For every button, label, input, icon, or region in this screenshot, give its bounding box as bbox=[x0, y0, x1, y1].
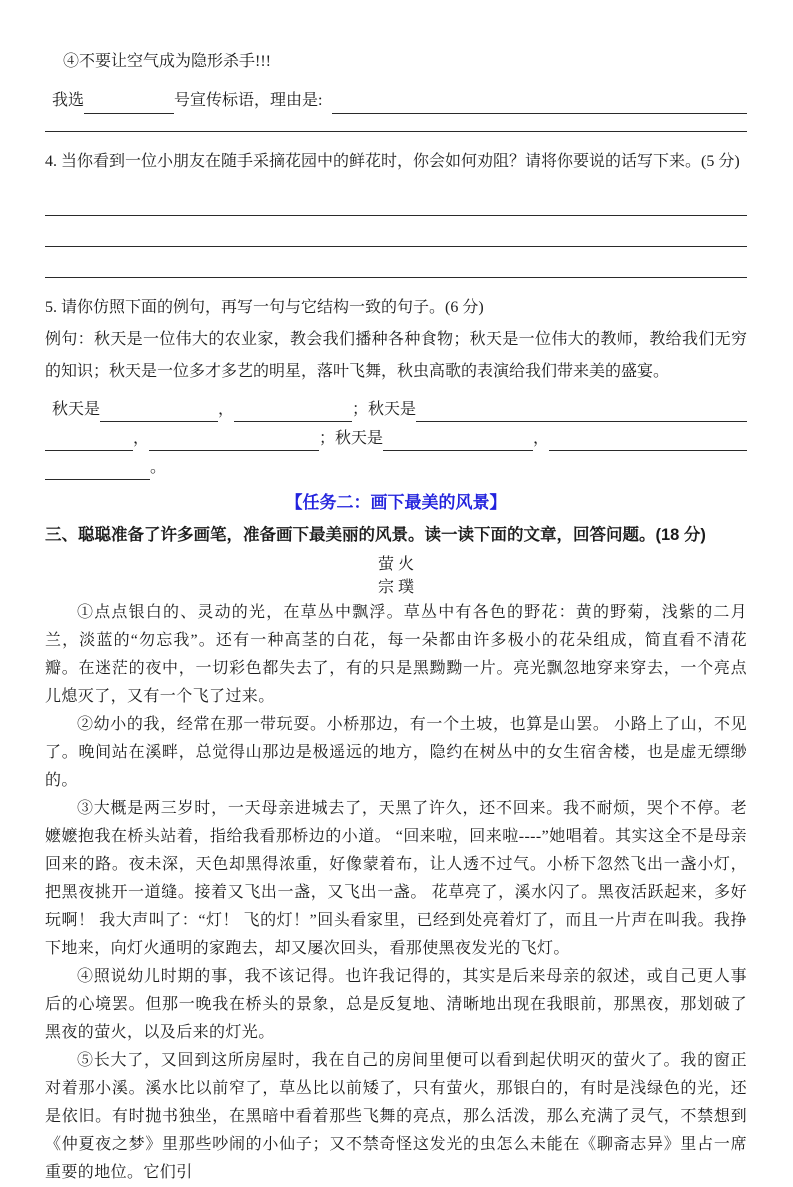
answer-blank[interactable] bbox=[383, 426, 533, 451]
answer-blank[interactable] bbox=[416, 397, 747, 422]
period-label: 。 bbox=[150, 459, 167, 476]
comma-separator: ， bbox=[533, 430, 550, 447]
article-paragraph-5: ⑤长大了，又回到这所房屋时，我在自己的房间里便可以看到起伏明灭的萤火了。我的窗正对着那小溪。溪水比以前窄了，草丛比以前矮了，只有萤火，那银白的，有时是浅绿色的光，还是依旧。有时抛书独坐，在黑暗中看着那些飞舞的亮点，那么活泼，那么充满了灵气，不禁想到《仲夏夜之梦》里那些吵闹的小仙子；又不禁奇怪这发光的虫怎么未能在《聊斋志异》里占一席重要的地位。它们引 bbox=[45, 1052, 747, 1181]
question-5-example: 例句：秋天是一位伟大的农业家，教会我们播种各种食物；秋天是一位伟大的教师，教给我们无穷的知识；秋天是一位多才多艺的明星，落叶飞舞，秋虫高歌的表演给我们带来美的盛宴。 bbox=[45, 331, 747, 380]
answer-line[interactable] bbox=[45, 247, 747, 278]
article-paragraph-3: ③大概是两三岁时，一天母亲进城去了，天黑了许久，还不回来。我不耐烦，哭个不停。老嬷嬷抱我在桥头站着，指给我看那桥边的小道。 “回来啦，回来啦----”她唱着。其实这全不是母亲回来的路。夜未深，天色却黑得浓重，好像蒙着布，让人透不过气。小桥下忽然飞出一盏小灯，把黑夜挑开一道缝。接着又飞出一盏，又飞出一盏。 花草亮了，溪水闪了。黑夜活跃起来，多好玩啊！ 我大声叫了：“灯！ 飞的灯！”回头看家里，已经到处亮着灯了，而且一片声在叫我。我挣下地来，向灯火通明的家跑去，却又屡次回头，看那使黑夜发光的飞灯。 bbox=[45, 800, 747, 957]
semicolon-autumn-label: ；秋天是 bbox=[319, 430, 384, 447]
question-5: 5. 请你仿照下面的例句，再写一句与它结构一致的句子。(6 分) bbox=[45, 299, 484, 316]
reading-article bbox=[45, 553, 747, 1187]
answer-blank[interactable] bbox=[149, 426, 319, 451]
answer-blank[interactable] bbox=[45, 426, 133, 451]
choose-prefix-label: 我选 bbox=[52, 92, 85, 109]
task-2-header: 【任务二：画下最美的风景】 bbox=[285, 493, 507, 512]
answer-line[interactable] bbox=[45, 114, 747, 132]
comma-separator: ， bbox=[133, 430, 150, 447]
answer-blank[interactable] bbox=[549, 426, 747, 451]
q5-answer-line-1 bbox=[45, 394, 747, 422]
article-paragraph-2: ②幼小的我，经常在那一带玩耍。小桥那边，有一个土坡，也算是山罢。 小路上了山，不见了。晚间站在溪畔，总觉得山那边是极遥远的地方，隐约在树丛中的女生宿舍楼，也是虚无缥缈的。 bbox=[45, 716, 747, 789]
slogan-number-blank[interactable] bbox=[84, 89, 174, 114]
article-paragraph-4: ④照说幼儿时期的事，我不该记得。也许我记得的，其实是后来母亲的叙述，或自己更人事后的心境罢。但那一晚我在桥头的景象，总是反复地、清晰地出现在我眼前，那黑夜，那划破了黑夜的萤火，以及后来的灯光。 bbox=[45, 968, 747, 1041]
article-paragraph-1: ①点点银白的、灵动的光，在草丛中飘浮。草丛中有各色的野花：黄的野菊，浅紫的二月兰，淡蓝的“勿忘我”。还有一种高茎的白花，每一朵都由许多极小的花朵组成，简直看不清花瓣。在迷茫的夜中，一切彩色都失去了，有的只是黑黝黝一片。亮光飘忽地穿来穿去，一个亮点儿熄灭了，又有一个飞了过来。 bbox=[45, 604, 747, 705]
section-3-instruction: 三、聪聪准备了许多画笔，准备画下最美丽的风景。读一读下面的文章，回答问题。(18 分) bbox=[45, 526, 706, 544]
answer-line[interactable] bbox=[45, 203, 747, 216]
autumn-is-label: 秋天是 bbox=[52, 401, 101, 418]
answer-blank[interactable] bbox=[100, 397, 218, 422]
semicolon-autumn-label: ；秋天是 bbox=[352, 401, 417, 418]
q5-answer-line-2 bbox=[45, 423, 747, 451]
answer-line[interactable] bbox=[45, 216, 747, 247]
q5-answer-line-3 bbox=[45, 452, 747, 480]
comma-separator: ， bbox=[218, 401, 235, 418]
answer-blank[interactable] bbox=[234, 397, 352, 422]
article-title: 萤 火 bbox=[377, 556, 414, 573]
answer-blank[interactable] bbox=[45, 455, 150, 480]
choose-middle-label: 号宣传标语，理由是: bbox=[174, 92, 323, 109]
slogan-choice-line bbox=[45, 82, 747, 114]
reason-blank[interactable] bbox=[332, 89, 747, 114]
question-4: 4. 当你看到一位小朋友在随手采摘花园中的鲜花时，你会如何劝阻？请将你要说的话写下来。(5 分) bbox=[45, 153, 740, 170]
slogan-option-4: ④不要让空气成为隐形杀手!!! bbox=[63, 53, 271, 70]
article-author: 宗 璞 bbox=[377, 579, 414, 596]
